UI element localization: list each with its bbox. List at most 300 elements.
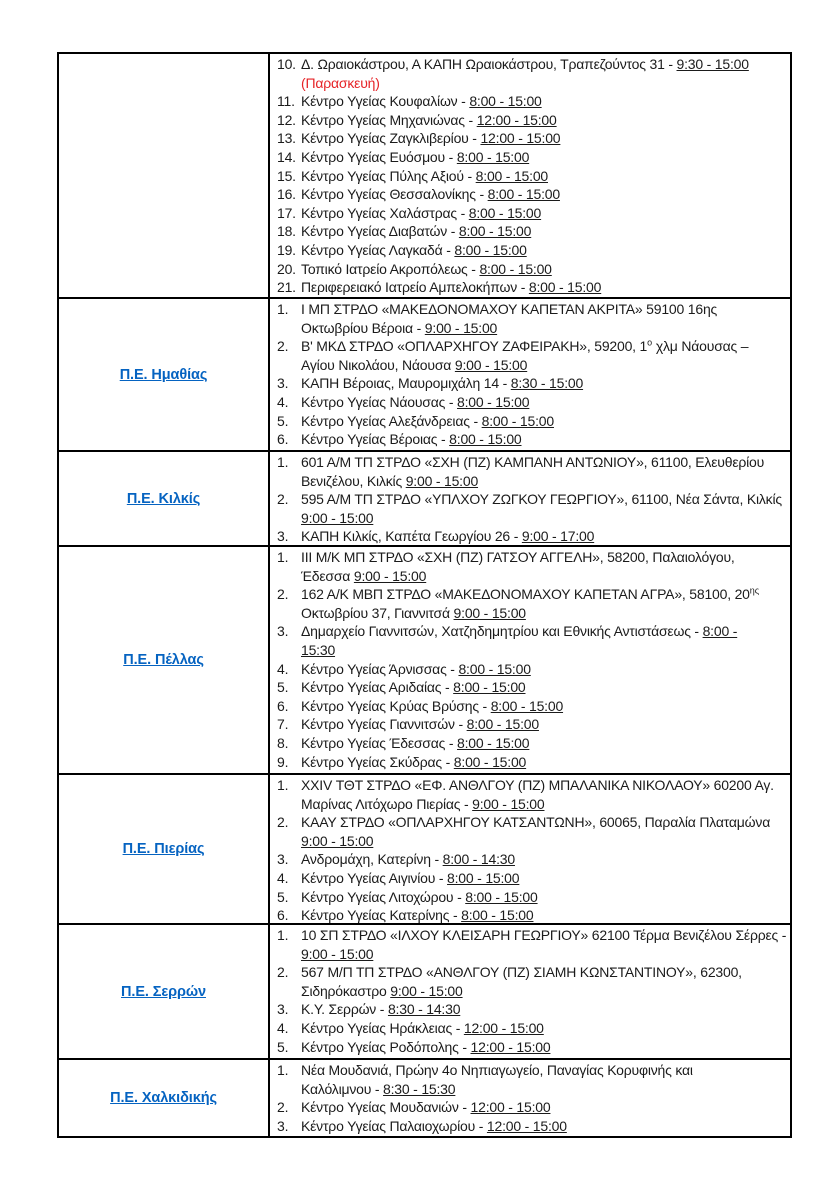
item-line [301, 982, 787, 1001]
time-range: 8:00 - 15:00 [447, 869, 520, 886]
list-item [277, 906, 787, 923]
item-line [301, 813, 787, 832]
item-number: 2. [277, 814, 289, 831]
text-segment: XXIV ΤΘΤ ΣΤΡΔΟ «ΕΦ. ΑΝΘΛΓΟΥ (ΠΖ) ΜΠΑΛΑΝΙΚΑ ΝΙΚΟΛΑΟΥ» 60200 Αγ. [301, 777, 774, 793]
day-note: (Παρασκευή) [301, 74, 380, 91]
item-line [301, 92, 787, 111]
text-segment: Δ. Ωραιοκάστρου, Α ΚΑΠΗ Ωραιοκάστρου, Τραπεζούντος 31 - [301, 56, 677, 72]
time-range: 9:00 - 15:00 [301, 945, 374, 962]
item-line [301, 622, 787, 641]
list-item [277, 926, 787, 963]
item-line [301, 472, 787, 491]
item-lines [301, 453, 787, 490]
items-cell [270, 54, 790, 297]
list-item [277, 734, 787, 753]
region-link[interactable]: Π.Ε. Κιλκίς [126, 490, 201, 507]
list-item [277, 888, 787, 907]
time-range: 8:00 - 15:00 [490, 697, 564, 714]
list-item [277, 548, 787, 585]
item-line [301, 1117, 787, 1136]
region-link[interactable]: Π.Ε. Πιερίας [122, 841, 205, 857]
item-number: 2. [277, 964, 289, 981]
time-range: 8:00 - 15:00 [457, 734, 530, 751]
item-lines [301, 222, 787, 241]
time-range: 8:00 - 15:00 [454, 241, 527, 258]
items-cell [270, 299, 790, 450]
item-line [301, 832, 787, 851]
list-item [277, 204, 787, 223]
item-number: 16. [277, 186, 296, 203]
item-lines [301, 715, 787, 734]
item-number: 1. [277, 1062, 289, 1078]
text-segment: Ανδρομάχη, Κατερίνη - [301, 851, 443, 868]
item-line [301, 453, 787, 472]
item-number: 4. [277, 660, 289, 677]
list-item [277, 622, 787, 659]
item-lines [301, 412, 787, 431]
time-range: 8:00 - 15:00 [487, 186, 560, 203]
text-segment: Κέντρο Υγείας Μουδανιών - [301, 1099, 471, 1116]
time-range: 8:00 - 15:00 [465, 888, 538, 905]
list-item [277, 260, 787, 279]
text-segment: Κέντρο Υγείας Αριδαίας - [301, 679, 454, 696]
time-range: 12:00 - 15:00 [463, 1019, 544, 1036]
item-number: 6. [277, 697, 289, 714]
text-segment: Κέντρο Υγείας Θεσσαλονίκης - [301, 186, 488, 203]
item-line [301, 412, 787, 431]
item-line [301, 1080, 787, 1099]
text-segment: Κέντρο Υγείας Ζαγκλιβερίου - [301, 130, 481, 147]
list-item [277, 222, 787, 241]
text-segment: Οκτωβρίου Βέροια - [301, 319, 425, 336]
list-item [277, 337, 787, 374]
list-item [277, 393, 787, 412]
list-item [277, 869, 787, 888]
region-link[interactable]: Π.Ε. Χαλκιδικής [110, 1090, 217, 1106]
item-number: 12. [277, 111, 296, 128]
item-lines [301, 1117, 787, 1136]
text-segment: Κέντρο Υγείας Ευόσμου - [301, 148, 457, 165]
item-line [301, 148, 787, 167]
region-cell [59, 547, 270, 773]
item-line [301, 641, 787, 660]
item-line [301, 55, 787, 74]
text-segment: Κέντρο Υγείας Αιγινίου - [301, 869, 448, 886]
list-item [277, 678, 787, 697]
item-number: 9. [277, 753, 289, 770]
item-lines [301, 92, 787, 111]
item-lines [301, 148, 787, 167]
text-segment: Κέντρο Υγείας Νάουσας - [301, 393, 458, 410]
list-item [277, 963, 787, 1000]
item-number: 17. [277, 204, 296, 221]
time-range: 12:00 - 15:00 [486, 1117, 567, 1134]
region-cell [59, 54, 270, 297]
item-lines [301, 660, 787, 679]
item-number: 1. [277, 927, 289, 943]
time-range: 8:00 - 15:00 [457, 393, 530, 410]
text-segment: Κέντρο Υγείας Κουφαλίων - [301, 93, 470, 110]
time-range: 8:00 - 15:00 [456, 148, 530, 165]
list-item [277, 1117, 787, 1136]
list-item [277, 697, 787, 716]
item-number: 3. [277, 375, 289, 392]
item-lines [301, 813, 787, 850]
time-range: 12:00 - 15:00 [470, 1038, 551, 1055]
item-lines [301, 1019, 787, 1038]
item-line [301, 776, 787, 795]
time-range: 9:00 - 15:00 [405, 472, 479, 489]
time-range: 8:30 - 15:30 [383, 1080, 456, 1097]
time-range: 8:00 - [702, 623, 738, 640]
time-range: 8:00 - 15:00 [475, 167, 548, 184]
list-item [277, 241, 787, 260]
item-line [301, 963, 787, 982]
text-segment: Καλόλιμνου - [301, 1080, 384, 1097]
text-segment: Σιδηρόκαστρο [301, 982, 391, 999]
time-range: 8:30 - 15:00 [510, 375, 584, 392]
list-item [277, 430, 787, 449]
text-segment: Τοπικό Ιατρείο Ακροπόλεως - [301, 260, 480, 277]
time-range: 12:00 - 15:00 [480, 130, 561, 147]
table-row [59, 450, 790, 545]
item-lines [301, 1061, 787, 1098]
item-number: 1. [277, 549, 289, 565]
item-line [301, 753, 787, 772]
item-number: 7. [277, 716, 289, 733]
item-number: 3. [277, 1001, 289, 1018]
list-item [277, 278, 787, 297]
item-lines [301, 963, 787, 1000]
item-number: 6. [277, 907, 289, 923]
item-number: 4. [277, 869, 289, 886]
item-lines [301, 888, 787, 907]
item-lines [301, 734, 787, 753]
time-range: 9:00 - 15:00 [424, 319, 498, 336]
region-cell [59, 452, 270, 545]
time-range: 12:00 - 15:00 [476, 111, 557, 128]
region-cell [59, 1060, 270, 1136]
time-range: 9:00 - 15:00 [353, 567, 427, 584]
text-segment: ΚΑΠΗ Κιλκίς, Καπέτα Γεωργίου 26 - [301, 528, 522, 545]
item-line [301, 888, 787, 907]
time-range: 8:00 - 15:00 [461, 907, 534, 923]
item-lines [301, 548, 787, 585]
item-line [301, 678, 787, 697]
superscript: ης [749, 585, 760, 596]
superscript: ο [647, 337, 653, 348]
item-number: 4. [277, 393, 289, 410]
item-lines [301, 167, 787, 186]
time-range: 8:00 - 15:00 [528, 279, 602, 296]
table-row [59, 773, 790, 923]
region-cell [59, 299, 270, 450]
item-lines [301, 111, 787, 130]
list-item [277, 753, 787, 772]
list-item [277, 167, 787, 186]
text-segment: Αγίου Νικολάου, Νάουσα [301, 356, 455, 373]
region-link[interactable]: Π.Ε. Ημαθίας [119, 366, 208, 383]
time-range: 8:00 - 15:00 [479, 260, 552, 277]
item-number: 2. [277, 1099, 289, 1116]
text-segment: Κέντρο Υγείας Ροδόπολης - [301, 1038, 471, 1055]
text-segment: Κέντρο Υγείας Κατερίνης - [301, 907, 462, 923]
time-range: 9:00 - 15:00 [301, 832, 374, 849]
item-line [301, 869, 787, 888]
list-item [277, 300, 787, 337]
item-number: 1. [277, 454, 289, 470]
item-line [301, 393, 787, 412]
list-item [277, 412, 787, 431]
item-line [301, 1098, 787, 1117]
text-segment: Κέντρο Υγείας Πύλης Αξιού - [301, 167, 476, 184]
item-number: 5. [277, 888, 289, 905]
items-cell [270, 452, 790, 545]
text-segment: 10 ΣΠ ΣΤΡΔΟ «ΙΛΧΟΥ ΚΛΕΙΣΑΡΗ ΓΕΩΡΓΙΟΥ» 62100 Τέρμα Βενιζέλου Σέρρες - [301, 927, 787, 943]
item-line [301, 167, 787, 186]
item-number: 18. [277, 223, 296, 240]
item-number: 21. [277, 279, 296, 296]
item-number: 14. [277, 148, 296, 165]
item-lines [301, 430, 787, 449]
text-segment: Βενιζέλου, Κιλκίς [301, 472, 406, 489]
text-segment: Κέντρο Υγείας Άρνισσας - [301, 660, 459, 677]
item-lines [301, 260, 787, 279]
item-line [301, 660, 787, 679]
item-lines [301, 776, 787, 813]
item-line [301, 300, 787, 319]
item-number: 8. [277, 734, 289, 751]
table-row [59, 1058, 790, 1136]
item-number: 3. [277, 851, 289, 868]
table-row [59, 54, 790, 297]
text-segment: ΙΙΙ Μ/Κ ΜΠ ΣΤΡΔΟ «ΣΧΗ (ΠΖ) ΓΑΤΣΟΥ ΑΓΓΕΛΗ», 58200, Παλαιολόγου, [301, 549, 735, 565]
text-segment: Νέα Μουδανιά, Πρώην 4ο Νηπιαγωγείο, Παναγίας Κορυφινής και [301, 1062, 693, 1078]
item-number: 2. [277, 491, 289, 508]
text-segment: Κέντρο Υγείας Έδεσσας - [301, 734, 458, 751]
item-lines [301, 278, 787, 297]
list-item [277, 715, 787, 734]
time-range: 9:00 - 15:00 [390, 982, 463, 999]
item-line [301, 74, 787, 93]
item-lines [301, 300, 787, 337]
item-number: 3. [277, 528, 289, 545]
item-lines [301, 527, 787, 545]
list-item [277, 111, 787, 130]
text-segment: Β' ΜΚΔ ΣΤΡΔΟ «ΟΠΛΑΡΧΗΓΟΥ ΖΑΦΕΙΡΑΚΗ», 59200, 1 [301, 338, 648, 355]
text-segment: ΚΑΠΗ Βέροιας, Μαυρομιχάλη 14 - [301, 375, 511, 392]
item-lines [301, 926, 787, 963]
item-line [301, 260, 787, 279]
time-range: 8:00 - 15:00 [453, 753, 527, 770]
item-line [301, 374, 787, 393]
item-number: 2. [277, 338, 289, 355]
item-line [301, 111, 787, 130]
item-number: 3. [277, 623, 289, 640]
item-line [301, 585, 787, 604]
item-line [301, 337, 787, 356]
item-lines [301, 241, 787, 260]
list-item [277, 850, 787, 869]
time-range: 8:00 - 15:00 [458, 223, 532, 240]
text-segment: Κέντρο Υγείας Γιαννιτσών - [301, 716, 467, 733]
text-segment: 595 Α/Μ ΤΠ ΣΤΡΔΟ «ΥΠΛΧΟΥ ΖΩΓΚΟΥ ΓΕΩΡΓΙΟΥ», 61100, Νέα Σάντα, Κιλκίς [301, 491, 782, 508]
item-line [301, 548, 787, 567]
list-item [277, 1038, 787, 1057]
text-segment: 601 Α/Μ ΤΠ ΣΤΡΔΟ «ΣΧΗ (ΠΖ) ΚΑΜΠΑΝΗ ΑΝΤΩΝΙΟΥ», 61100, Ελευθερίου [301, 454, 765, 470]
time-range: 8:30 - 14:30 [387, 1001, 461, 1018]
item-line [301, 906, 787, 923]
text-segment: Οκτωβρίου 37, Γιαννιτσά [301, 604, 454, 621]
item-lines [301, 1000, 787, 1019]
item-number: 2. [277, 586, 289, 603]
text-segment: Κέντρο Υγείας Κρύας Βρύσης - [301, 697, 491, 714]
item-lines [301, 55, 787, 92]
region-link[interactable]: Π.Ε. Πέλλας [123, 652, 204, 668]
time-range: 15:30 [301, 641, 336, 658]
text-segment: Κέντρο Υγείας Λιτοχώρου - [301, 888, 466, 905]
item-line [301, 1019, 787, 1038]
item-number: 3. [277, 1117, 289, 1134]
time-range: 9:00 - 15:00 [301, 509, 374, 526]
text-segment: Κ.Υ. Σερρών - [301, 1001, 388, 1018]
items-cell [270, 775, 790, 923]
item-number: 20. [277, 260, 296, 277]
text-segment: Κέντρο Υγείας Αλεξάνδρειας - [301, 412, 482, 429]
table-row [59, 297, 790, 450]
list-item [277, 185, 787, 204]
item-line [301, 715, 787, 734]
item-line [301, 945, 787, 964]
text-segment: Δημαρχείο Γιαννιτσών, Χατζηδημητρίου και Εθνικής Αντιστάσεως - [301, 623, 703, 640]
item-lines [301, 337, 787, 374]
item-line [301, 356, 787, 375]
item-lines [301, 678, 787, 697]
text-segment: 567 Μ/Π ΤΠ ΣΤΡΔΟ «ΑΝΘΛΓΟΥ (ΠΖ) ΣΙΑΜΗ ΚΩΝΣΤΑΝΤΙΝΟΥ», 62300, [301, 964, 742, 981]
item-lines [301, 1038, 787, 1057]
time-range: 8:00 - 14:30 [442, 851, 515, 868]
item-number: 13. [277, 130, 296, 147]
text-segment: Έδεσσα [301, 567, 354, 584]
time-range: 8:00 - 15:00 [449, 431, 522, 448]
time-range: 12:00 - 15:00 [470, 1099, 551, 1116]
items-cell [270, 1060, 790, 1136]
time-range: 8:00 - 15:00 [481, 412, 554, 429]
table-row [59, 545, 790, 773]
item-number: 19. [277, 241, 296, 258]
list-item [277, 585, 787, 622]
text-segment: Κέντρο Υγείας Διαβατών - [301, 223, 459, 240]
item-lines [301, 393, 787, 412]
text-segment: Κέντρο Υγείας Χαλάστρας - [301, 204, 469, 221]
text-segment: Μαρίνας Λιτόχωρο Πιερίας - [301, 795, 473, 812]
time-range: 8:00 - 15:00 [469, 93, 542, 110]
item-lines [301, 129, 787, 148]
region-link[interactable]: Π.Ε. Σερρών [121, 983, 206, 1000]
item-lines [301, 490, 787, 527]
item-line [301, 319, 787, 338]
item-line [301, 795, 787, 814]
item-number: 5. [277, 1038, 289, 1055]
item-number: 1. [277, 777, 289, 793]
time-range: 9:30 - 15:00 [676, 56, 749, 72]
item-line [301, 430, 787, 449]
text-segment: 162 Α/Κ ΜΒΠ ΣΤΡΔΟ «ΜΑΚΕΔΟΝΟΜΑΧΟΥ ΚΑΠΕΤΑΝ ΑΓΡΑ», 58100, 20 [301, 586, 750, 603]
item-line [301, 241, 787, 260]
item-line [301, 509, 787, 528]
item-line [301, 185, 787, 204]
text-segment: Περιφερειακό Ιατρείο Αμπελοκήπων - [301, 279, 529, 296]
item-number: 4. [277, 1019, 289, 1036]
item-lines [301, 850, 787, 869]
table-row [59, 923, 790, 1058]
item-line [301, 490, 787, 509]
item-line [301, 604, 787, 623]
item-number: 5. [277, 412, 289, 429]
time-range: 8:00 - 15:00 [453, 679, 526, 696]
item-number: 5. [277, 679, 289, 696]
list-item [277, 92, 787, 111]
item-number: 11. [277, 93, 295, 110]
regions-schedule-table [57, 52, 792, 1138]
item-line [301, 734, 787, 753]
item-line [301, 278, 787, 297]
item-lines [301, 585, 787, 622]
time-range: 9:00 - 15:00 [454, 356, 528, 373]
text-segment: ΚΑΑΥ ΣΤΡΔΟ «ΟΠΛΑΡΧΗΓΟΥ ΚΑΤΣΑΝΤΩΝΗ», 60065, Παραλία Πλαταμώνα [301, 814, 771, 831]
list-item [277, 660, 787, 679]
list-item [277, 490, 787, 527]
item-line [301, 1038, 787, 1057]
list-item [277, 453, 787, 490]
item-line [301, 567, 787, 586]
item-lines [301, 697, 787, 716]
text-segment: Ι ΜΠ ΣΤΡΔΟ «ΜΑΚΕΔΟΝΟΜΑΧΟΥ ΚΑΠΕΤΑΝ ΑΚΡΙΤΑ» 59100 16ης [301, 301, 718, 317]
item-number: 1. [277, 301, 289, 317]
time-range: 9:00 - 15:00 [453, 604, 526, 621]
region-cell [59, 775, 270, 923]
item-line [301, 926, 787, 945]
item-lines [301, 374, 787, 393]
text-segment: Κέντρο Υγείας Παλαιοχωρίου - [301, 1117, 487, 1134]
item-line [301, 129, 787, 148]
time-range: 8:00 - 15:00 [468, 204, 542, 221]
item-line [301, 1000, 787, 1019]
list-item [277, 776, 787, 813]
text-segment: Κέντρο Υγείας Βέροιας - [301, 431, 450, 448]
list-item [277, 527, 787, 545]
time-range: 8:00 - 15:00 [458, 660, 531, 677]
item-number: 6. [277, 431, 289, 448]
list-item [277, 1019, 787, 1038]
items-cell [270, 547, 790, 773]
item-line [301, 222, 787, 241]
item-lines [301, 869, 787, 888]
list-item [277, 1061, 787, 1098]
list-item [277, 55, 787, 92]
time-range: 9:00 - 17:00 [521, 528, 595, 545]
item-lines [301, 906, 787, 923]
text-segment: Κέντρο Υγείας Λαγκαδά - [301, 241, 455, 258]
text-segment: Κέντρο Υγείας Σκύδρας - [301, 753, 454, 770]
item-line [301, 204, 787, 223]
item-lines [301, 204, 787, 223]
item-line [301, 697, 787, 716]
list-item [277, 1098, 787, 1117]
item-line [301, 527, 787, 545]
list-item [277, 813, 787, 850]
text-segment: Κέντρο Υγείας Ηράκλειας - [301, 1019, 464, 1036]
